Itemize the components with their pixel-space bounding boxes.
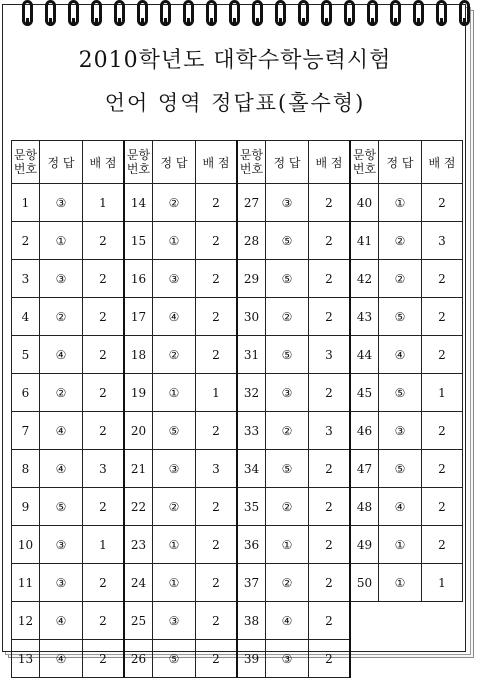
question-number: 32: [237, 374, 266, 412]
table-row: [12, 564, 463, 602]
exam-title: 2010학년도 대학수학능력시험: [78, 48, 392, 73]
question-points: 2: [309, 640, 351, 678]
question-points: 2: [422, 450, 463, 488]
question-points: 2: [83, 298, 125, 336]
correct-answer: ④: [40, 640, 83, 678]
binding-ring: [183, 0, 194, 26]
question-number: 8: [12, 450, 40, 488]
question-number: 14: [124, 184, 153, 222]
binding-ring: [459, 0, 470, 26]
header-points: 배 점: [422, 141, 463, 184]
header-question-number: 문항 번호: [350, 141, 379, 184]
question-number: 11: [12, 564, 40, 602]
correct-answer: ④: [40, 412, 83, 450]
question-points: 2: [309, 184, 351, 222]
header-points: 배 점: [196, 141, 238, 184]
question-points: 2: [196, 184, 238, 222]
sheet-subtitle: 언어 영역 정답표(홀수형): [104, 91, 366, 115]
correct-answer: ②: [379, 260, 422, 298]
question-number: 28: [237, 222, 266, 260]
binding-ring: [137, 0, 148, 26]
question-points: 2: [309, 602, 351, 640]
question-number: 30: [237, 298, 266, 336]
correct-answer: ②: [40, 298, 83, 336]
binding-ring: [321, 0, 332, 26]
question-number: 38: [237, 602, 266, 640]
question-number: 39: [237, 640, 266, 678]
correct-answer: ③: [40, 564, 83, 602]
question-points: 2: [196, 640, 238, 678]
correct-answer: ①: [266, 526, 309, 564]
question-points: 2: [422, 298, 463, 336]
question-points: 2: [422, 336, 463, 374]
correct-answer: ③: [153, 260, 196, 298]
question-number: 47: [350, 450, 379, 488]
question-points: 2: [309, 450, 351, 488]
question-points: 2: [309, 260, 351, 298]
correct-answer: ①: [153, 222, 196, 260]
binding-ring: [413, 0, 424, 26]
question-number: 3: [12, 260, 40, 298]
question-number: 5: [12, 336, 40, 374]
empty-cell: [422, 602, 463, 640]
question-points: 2: [83, 260, 125, 298]
question-points: 2: [83, 222, 125, 260]
question-points: 1: [196, 374, 238, 412]
question-points: 2: [309, 564, 351, 602]
question-number: 27: [237, 184, 266, 222]
binding-ring: [91, 0, 102, 26]
question-number: 20: [124, 412, 153, 450]
correct-answer: ①: [379, 564, 422, 602]
question-number: 16: [124, 260, 153, 298]
question-points: 2: [196, 564, 238, 602]
correct-answer: ⑤: [379, 374, 422, 412]
question-points: 3: [422, 222, 463, 260]
question-number: 34: [237, 450, 266, 488]
question-points: 2: [83, 602, 125, 640]
correct-answer: ③: [266, 640, 309, 678]
question-number: 35: [237, 488, 266, 526]
correct-answer: ⑤: [266, 450, 309, 488]
table-row: [12, 298, 463, 336]
correct-answer: ②: [266, 298, 309, 336]
header-question-number: 문항 번호: [237, 141, 266, 184]
correct-answer: ④: [40, 450, 83, 488]
empty-cell: [422, 640, 463, 678]
question-number: 13: [12, 640, 40, 678]
binding-ring: [436, 0, 447, 26]
header-points: 배 점: [309, 141, 351, 184]
question-points: 2: [422, 526, 463, 564]
correct-answer: ②: [266, 488, 309, 526]
question-points: 2: [196, 260, 238, 298]
correct-answer: ⑤: [153, 640, 196, 678]
question-points: 3: [196, 450, 238, 488]
correct-answer: ④: [40, 602, 83, 640]
table-row: [12, 184, 463, 222]
question-number: 4: [12, 298, 40, 336]
binding-ring: [367, 0, 378, 26]
correct-answer: ②: [153, 184, 196, 222]
question-number: 21: [124, 450, 153, 488]
question-number: 24: [124, 564, 153, 602]
correct-answer: ②: [266, 564, 309, 602]
table-row: [12, 640, 463, 678]
question-points: 2: [196, 602, 238, 640]
correct-answer: ④: [40, 336, 83, 374]
correct-answer: ①: [153, 526, 196, 564]
question-number: 46: [350, 412, 379, 450]
spiral-binding: [0, 0, 478, 30]
question-number: 17: [124, 298, 153, 336]
correct-answer: ⑤: [266, 222, 309, 260]
header-points: 배 점: [83, 141, 125, 184]
table-row: [12, 412, 463, 450]
correct-answer: ①: [40, 222, 83, 260]
question-points: 3: [309, 412, 351, 450]
correct-answer: ③: [266, 374, 309, 412]
question-number: 33: [237, 412, 266, 450]
question-points: 2: [196, 412, 238, 450]
question-points: 2: [309, 298, 351, 336]
question-number: 7: [12, 412, 40, 450]
question-points: 2: [422, 488, 463, 526]
empty-cell: [350, 602, 379, 640]
question-points: 2: [196, 298, 238, 336]
question-number: 19: [124, 374, 153, 412]
question-number: 29: [237, 260, 266, 298]
correct-answer: ①: [379, 526, 422, 564]
binding-ring: [275, 0, 286, 26]
binding-ring: [114, 0, 125, 26]
table-row: [12, 260, 463, 298]
header-answer: 정 답: [379, 141, 422, 184]
question-number: 41: [350, 222, 379, 260]
correct-answer: ④: [153, 298, 196, 336]
question-points: 3: [309, 336, 351, 374]
question-number: 25: [124, 602, 153, 640]
empty-cell: [350, 640, 379, 678]
question-points: 2: [422, 412, 463, 450]
question-points: 2: [309, 488, 351, 526]
question-number: 36: [237, 526, 266, 564]
table-row: [12, 488, 463, 526]
question-number: 2: [12, 222, 40, 260]
question-points: 2: [422, 260, 463, 298]
correct-answer: ③: [153, 602, 196, 640]
question-points: 2: [196, 488, 238, 526]
question-number: 6: [12, 374, 40, 412]
question-points: 2: [196, 222, 238, 260]
correct-answer: ⑤: [153, 412, 196, 450]
question-points: 3: [83, 450, 125, 488]
correct-answer: ⑤: [40, 488, 83, 526]
correct-answer: ②: [266, 412, 309, 450]
table-row: [12, 336, 463, 374]
binding-ring: [160, 0, 171, 26]
binding-ring: [298, 0, 309, 26]
question-number: 48: [350, 488, 379, 526]
binding-ring: [252, 0, 263, 26]
binding-ring: [206, 0, 217, 26]
correct-answer: ⑤: [379, 298, 422, 336]
correct-answer: ⑤: [266, 336, 309, 374]
question-points: 1: [83, 184, 125, 222]
binding-ring: [390, 0, 401, 26]
correct-answer: ③: [379, 412, 422, 450]
question-number: 18: [124, 336, 153, 374]
question-number: 31: [237, 336, 266, 374]
table-row: [12, 222, 463, 260]
correct-answer: ④: [379, 488, 422, 526]
question-points: 2: [309, 526, 351, 564]
question-number: 15: [124, 222, 153, 260]
correct-answer: ③: [40, 184, 83, 222]
question-number: 44: [350, 336, 379, 374]
question-points: 2: [309, 222, 351, 260]
question-points: 2: [83, 488, 125, 526]
correct-answer: ②: [153, 488, 196, 526]
correct-answer: ②: [379, 222, 422, 260]
question-points: 1: [83, 526, 125, 564]
header-answer: 정 답: [153, 141, 196, 184]
correct-answer: ⑤: [379, 450, 422, 488]
correct-answer: ④: [379, 336, 422, 374]
binding-ring: [22, 0, 33, 26]
empty-cell: [379, 640, 422, 678]
answer-key-table: [11, 140, 463, 678]
question-points: 1: [422, 374, 463, 412]
binding-ring: [344, 0, 355, 26]
correct-answer: ③: [153, 450, 196, 488]
question-number: 37: [237, 564, 266, 602]
question-points: 2: [83, 336, 125, 374]
question-number: 1: [12, 184, 40, 222]
question-points: 1: [422, 564, 463, 602]
question-number: 22: [124, 488, 153, 526]
table-row: [12, 450, 463, 488]
correct-answer: ①: [153, 374, 196, 412]
header-answer: 정 답: [266, 141, 309, 184]
question-points: 2: [83, 564, 125, 602]
correct-answer: ③: [40, 526, 83, 564]
question-points: 2: [83, 640, 125, 678]
question-number: 43: [350, 298, 379, 336]
correct-answer: ①: [379, 184, 422, 222]
binding-ring: [229, 0, 240, 26]
binding-ring: [68, 0, 79, 26]
question-number: 45: [350, 374, 379, 412]
question-number: 40: [350, 184, 379, 222]
correct-answer: ③: [40, 260, 83, 298]
correct-answer: ②: [40, 374, 83, 412]
question-points: 2: [196, 526, 238, 564]
table-row: [12, 374, 463, 412]
question-number: 49: [350, 526, 379, 564]
question-points: 2: [309, 374, 351, 412]
question-number: 26: [124, 640, 153, 678]
header-question-number: 문항 번호: [12, 141, 40, 184]
question-number: 12: [12, 602, 40, 640]
correct-answer: ⑤: [266, 260, 309, 298]
question-points: 2: [83, 374, 125, 412]
table-row: [12, 526, 463, 564]
correct-answer: ②: [153, 336, 196, 374]
empty-cell: [379, 602, 422, 640]
question-number: 42: [350, 260, 379, 298]
question-number: 50: [350, 564, 379, 602]
question-number: 23: [124, 526, 153, 564]
question-number: 9: [12, 488, 40, 526]
header-question-number: 문항 번호: [124, 141, 153, 184]
correct-answer: ①: [153, 564, 196, 602]
question-points: 2: [196, 336, 238, 374]
table-row: [12, 602, 463, 640]
question-points: 2: [83, 412, 125, 450]
binding-ring: [45, 0, 56, 26]
question-number: 10: [12, 526, 40, 564]
correct-answer: ③: [266, 184, 309, 222]
correct-answer: ④: [266, 602, 309, 640]
header-answer: 정 답: [40, 141, 83, 184]
question-points: 2: [422, 184, 463, 222]
